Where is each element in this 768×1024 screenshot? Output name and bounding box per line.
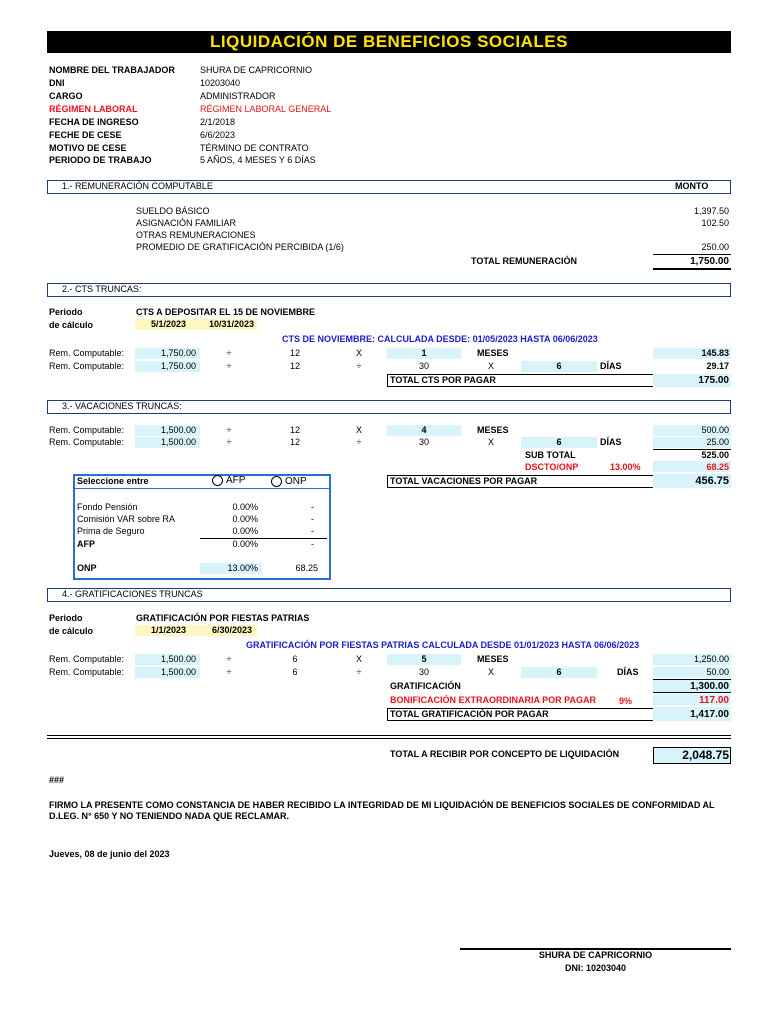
pension-row-value: - <box>311 502 314 512</box>
vac-row1-n: 4 <box>421 425 427 435</box>
hash-overflow: ### <box>49 775 65 785</box>
cts-calculo-label: de cálculo <box>49 320 94 330</box>
cts-row2-label: Rem. Computable: <box>49 361 125 371</box>
total-remuneracion-label: TOTAL REMUNERACIÓN <box>471 256 578 266</box>
vac-row2-rem: 1,500.00 <box>160 437 196 447</box>
pension-row-label: Comisión VAR sobre RA <box>77 514 175 524</box>
section-cts-header <box>47 283 731 297</box>
worker-label-name: NOMBRE DEL TRABAJADOR <box>49 65 175 75</box>
cts-row1-result: 145.83 <box>701 348 729 358</box>
pension-row-label: Prima de Seguro <box>77 526 145 536</box>
worker-label-periodo: PERIODO DE TRABAJO <box>49 155 152 165</box>
cts-row1-div: 12 <box>289 348 300 358</box>
divider <box>653 254 731 255</box>
afp-radio[interactable] <box>212 475 245 486</box>
grat-row1-rem: 1,500.00 <box>160 654 196 664</box>
cts-row2-result: 29.17 <box>706 361 729 371</box>
worker-label-cargo: CARGO <box>49 91 83 101</box>
section-gratificacion-header <box>47 588 731 602</box>
pension-afp-rate: 0.00% <box>232 539 258 549</box>
worker-value-ingreso: 2/1/2018 <box>200 117 236 127</box>
date-line: Jueves, 08 de junio del 2023 <box>49 849 170 859</box>
worker-label-cese: FECHE DE CESE <box>49 130 122 140</box>
cts-row2-n: 30 <box>418 361 429 371</box>
rem-label-otras: OTRAS REMUNERACIONES <box>136 230 256 240</box>
rem-label-sueldo: SUELDO BÁSICO <box>136 206 210 216</box>
onp-radio-label: ONP <box>285 476 307 488</box>
cts-row1-rem: 1,750.00 <box>160 348 196 358</box>
cts-calc-note: CTS DE NOVIEMBRE: CALCULADA DESDE: 01/05/2023 HASTA 06/06/2023 <box>282 334 598 344</box>
radio-icon <box>271 476 282 487</box>
cts-row2-m: 6 <box>556 361 562 371</box>
pension-row-rate: 0.00% <box>232 514 258 524</box>
cts-total-value: 175.00 <box>698 375 729 386</box>
vac-row1-unit: MESES <box>477 425 509 435</box>
grat-row1-result: 1,250.00 <box>693 654 729 664</box>
worker-value-name: SHURA DE CAPRICORNIO <box>200 65 313 75</box>
cts-row1-label: Rem. Computable: <box>49 348 125 358</box>
vac-total-value: 456.75 <box>695 475 729 487</box>
grat-row1-div: 6 <box>292 654 298 664</box>
grat-bonus-label: BONIFICACIÓN EXTRAORDINARIA POR PAGAR <box>390 695 597 705</box>
grat-bonus-rate: 9% <box>619 696 633 706</box>
divide-icon: ÷ <box>226 361 232 371</box>
worker-value-cargo: ADMINISTRADOR <box>200 91 276 101</box>
vac-total-label: TOTAL VACACIONES POR PAGAR <box>390 476 538 486</box>
grat-total-label: TOTAL GRATIFICACIÓN POR PAGAR <box>390 709 549 719</box>
vac-row2-result: 25.00 <box>706 437 729 447</box>
worker-value-motivo: TÉRMINO DE CONTRATO <box>200 143 309 153</box>
divide-icon: ÷ <box>356 437 362 447</box>
section-title: 1.- REMUNERACIÓN COMPUTABLE <box>62 181 213 191</box>
grat-row2-n: 30 <box>418 667 429 677</box>
grat-row2-rem: 1,500.00 <box>160 667 196 677</box>
page-title: LIQUIDACIÓN DE BENEFICIOS SOCIALES <box>47 31 731 53</box>
cts-periodo-label: Periodo <box>49 307 83 317</box>
pension-row-rate: 0.00% <box>232 526 258 536</box>
pension-onp-rate: 13.00% <box>227 563 258 573</box>
grat-periodo-label: Periodo <box>49 613 83 623</box>
pension-row-value: - <box>311 514 314 524</box>
pension-row-label: Fondo Pensión <box>77 502 138 512</box>
vac-row1-label: Rem. Computable: <box>49 425 125 435</box>
grat-total-value: 1,417.00 <box>690 709 729 720</box>
grat-calc-note: GRATIFICACIÓN POR FIESTAS PATRIAS CALCULADA DESDE 01/01/2023 HASTA 06/06/2023 <box>246 640 640 650</box>
divide-icon: ÷ <box>226 425 232 435</box>
rem-label-promedio: PROMEDIO DE GRATIFICACIÓN PERCIBIDA (1/6) <box>136 242 344 252</box>
multiply-icon: X <box>487 667 494 677</box>
worker-value-regimen: RÉGIMEN LABORAL GENERAL <box>200 104 332 114</box>
rem-value-promedio: 250.00 <box>701 242 729 252</box>
total-remuneracion-value: 1,750.00 <box>690 256 729 267</box>
grat-bonus-value: 117.00 <box>698 695 729 706</box>
grat-date-to: 6/30/2023 <box>211 625 252 635</box>
section-vacaciones-header <box>47 400 731 414</box>
divider <box>73 488 329 489</box>
vac-row1-result: 500.00 <box>701 425 729 435</box>
vac-dscto-value: 68.25 <box>706 462 729 472</box>
divider <box>653 268 731 270</box>
multiply-icon: X <box>355 425 362 435</box>
cts-date-from: 5/1/2023 <box>150 319 186 329</box>
rem-value-asignacion: 102.50 <box>701 218 729 228</box>
vac-row2-unit: DÍAS <box>600 437 622 447</box>
vac-row2-m: 6 <box>556 437 562 447</box>
vac-row2-div: 12 <box>289 437 300 447</box>
grand-total-value: 2,048.75 <box>682 748 729 762</box>
multiply-icon: X <box>487 437 494 447</box>
grat-fiestas-label: GRATIFICACIÓN POR FIESTAS PATRIAS <box>136 613 310 623</box>
signature-dni: DNI: 10203040 <box>564 963 627 973</box>
grat-row2-unit: DÍAS <box>617 667 639 677</box>
grat-row2-div: 6 <box>292 667 298 677</box>
grat-date-from: 1/1/2023 <box>150 625 186 635</box>
worker-value-dni: 10203040 <box>200 78 241 88</box>
cts-row1-unit: MESES <box>477 348 509 358</box>
worker-label-motivo: MOTIVO DE CESE <box>49 143 127 153</box>
section-title: 3.- VACACIONES TRUNCAS: <box>62 401 182 411</box>
divider <box>47 738 731 739</box>
worker-label-regimen: RÉGIMEN LABORAL <box>49 104 138 114</box>
radio-icon <box>212 475 223 486</box>
cts-row2-rem: 1,750.00 <box>160 361 196 371</box>
divide-icon: ÷ <box>226 667 232 677</box>
multiply-icon: X <box>355 654 362 664</box>
multiply-icon: X <box>355 348 362 358</box>
onp-radio[interactable] <box>271 476 307 487</box>
vac-subtotal-label: SUB TOTAL <box>525 450 576 460</box>
worker-value-periodo: 5 AÑOS, 4 MESES Y 6 DÍAS <box>200 155 316 165</box>
grat-subtotal-value: 1,300.00 <box>690 681 729 692</box>
pension-afp-value: - <box>311 539 314 549</box>
pension-row-rate: 0.00% <box>232 502 258 512</box>
signature-name: SHURA DE CAPRICORNIO <box>538 950 653 960</box>
vac-row1-rem: 1,500.00 <box>160 425 196 435</box>
worker-label-dni: DNI <box>49 78 65 88</box>
vac-row2-n: 30 <box>418 437 429 447</box>
cts-row2-unit: DÍAS <box>600 361 622 371</box>
pension-select-label: Seleccione entre <box>77 476 149 486</box>
cts-deposit-label: CTS A DEPOSITAR EL 15 DE NOVIEMBRE <box>136 307 316 317</box>
vac-dscto-rate: 13.00% <box>610 462 641 472</box>
divider <box>47 735 731 736</box>
divide-icon: ÷ <box>356 667 362 677</box>
grat-row1-label: Rem. Computable: <box>49 654 125 664</box>
cts-row1-n: 1 <box>421 348 427 358</box>
grat-row1-n: 5 <box>421 654 427 664</box>
cts-row2-div: 12 <box>289 361 300 371</box>
multiply-icon: X <box>487 361 494 371</box>
section-title: 2.- CTS TRUNCAS: <box>62 284 142 294</box>
grat-row2-label: Rem. Computable: <box>49 667 125 677</box>
worker-value-cese: 6/6/2023 <box>200 130 236 140</box>
grat-calculo-label: de cálculo <box>49 626 94 636</box>
rem-value-sueldo: 1,397.50 <box>693 206 729 216</box>
worker-label-ingreso: FECHA DE INGRESO <box>49 117 139 127</box>
grat-row2-m: 6 <box>556 667 562 677</box>
section-title: 4.- GRATIFICACIONES TRUNCAS <box>62 589 203 599</box>
vac-dscto-label: DSCTO/ONP <box>525 462 579 472</box>
cts-total-label: TOTAL CTS POR PAGAR <box>390 375 496 385</box>
vac-row1-div: 12 <box>289 425 300 435</box>
section-remuneracion-header <box>47 180 731 194</box>
pension-onp-label: ONP <box>77 563 97 573</box>
vac-row2-label: Rem. Computable: <box>49 437 125 447</box>
grat-subtotal-label: GRATIFICACIÓN <box>390 681 461 691</box>
statement-text: FIRMO LA PRESENTE COMO CONSTANCIA DE HABER RECIBIDO LA INTEGRIDAD DE MI LIQUIDACIÓN DE BENEFICIOS SOCIALES DE CONFORMIDAD AL D.LEG. N° 650 Y NO TENIENDO NADA QUE RECLAMAR. <box>49 800 715 821</box>
afp-radio-label: AFP <box>226 475 246 487</box>
grat-row2-result: 50.00 <box>706 667 729 677</box>
rem-label-asignacion: ASIGNACIÓN FAMILIAR <box>136 218 237 228</box>
monto-header: MONTO <box>675 181 709 191</box>
pension-afp-label: AFP <box>77 539 95 549</box>
pension-onp-value: 68.25 <box>295 563 318 573</box>
cts-date-to: 10/31/2023 <box>208 319 254 329</box>
grat-row1-unit: MESES <box>477 654 509 664</box>
divide-icon: ÷ <box>226 348 232 358</box>
divider <box>653 692 731 693</box>
divider <box>653 679 731 680</box>
vac-subtotal-value: 525.00 <box>701 450 729 460</box>
pension-row-value: - <box>311 526 314 536</box>
divide-icon: ÷ <box>226 437 232 447</box>
grand-total-label: TOTAL A RECIBIR POR CONCEPTO DE LIQUIDACIÓN <box>390 749 620 759</box>
divide-icon: ÷ <box>356 361 362 371</box>
divide-icon: ÷ <box>226 654 232 664</box>
